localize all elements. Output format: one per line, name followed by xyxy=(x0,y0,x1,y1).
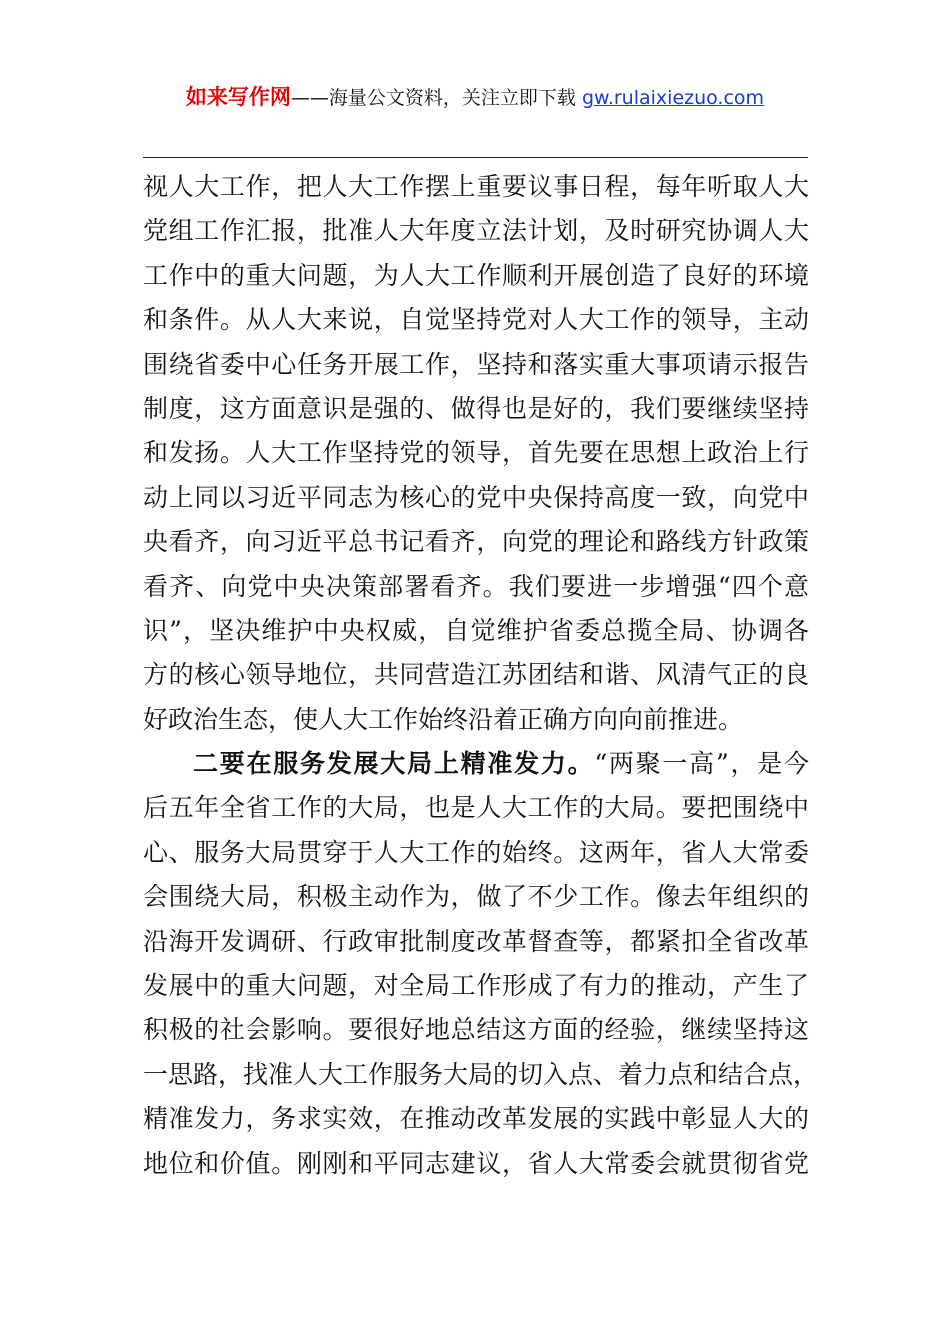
page-header xyxy=(0,82,950,113)
body-line: 央看齐，向习近平总书记看齐，向党的理论和路线方针政策 xyxy=(143,527,809,557)
body-line: 精准发力，务求实效，在推动改革发展的实践中彰显人大的 xyxy=(143,1104,809,1134)
body-line: 好政治生态，使人大工作始终沿着正确方向向前推进。 xyxy=(143,704,744,734)
body-line: 动上同以习近平同志为核心的党中央保持高度一致，向党中 xyxy=(143,482,809,512)
body-line: 工作中的重大问题，为人大工作顺利开展创造了良好的环境 xyxy=(143,260,809,290)
body-line: 地位和价值。刚刚和平同志建议，省人大常委会就贯彻省党 xyxy=(143,1148,809,1178)
body-line: 心、服务大局贯穿于人大工作的始终。这两年，省人大常委 xyxy=(143,837,809,867)
body-line: 会围绕大局，积极主动作为，做了不少工作。像去年组织的 xyxy=(143,882,809,912)
body-line: 看齐、向党中央决策部署看齐。我们要进一步增强“四个意 xyxy=(143,571,809,601)
brand-name: 如来写作网 xyxy=(185,85,291,109)
body-line: 方的核心领导地位，共同营造江苏团结和谐、风清气正的良 xyxy=(143,660,809,690)
body-line: 后五年全省工作的大局，也是人大工作的大局。要把围绕中 xyxy=(143,793,809,823)
body-line: 和条件。从人大来说，自觉坚持党对人大工作的领导，主动 xyxy=(143,305,809,335)
header-divider xyxy=(143,157,808,158)
body-line: 视人大工作，把人大工作摆上重要议事日程，每年听取人大 xyxy=(143,172,809,201)
header-tagline: ——海量公文资料，关注立即下载 xyxy=(290,87,582,109)
body-line: 围绕省委中心任务开展工作，坚持和落实重大事项请示报告 xyxy=(143,349,809,379)
body-line: 和发扬。人大工作坚持党的领导，首先要在思想上政治上行 xyxy=(143,438,809,468)
section-heading-rest: “两聚一高”，是今 xyxy=(594,749,809,779)
body-line: 积极的社会影响。要很好地总结这方面的经验，继续坚持这 xyxy=(143,1015,809,1045)
body-line: 一思路，找准人大工作服务大局的切入点、着力点和结合点， xyxy=(143,1059,819,1089)
section-heading-line xyxy=(143,742,809,786)
body-line: 党组工作汇报，批准人大年度立法计划，及时研究协调人大 xyxy=(143,216,809,246)
site-link[interactable]: gw.rulaixiezuo.com xyxy=(581,87,765,109)
section-heading: 二要在服务发展大局上精准发力。 xyxy=(193,749,595,779)
document-body xyxy=(143,165,819,1186)
body-line: 制度，这方面意识是强的、做得也是好的，我们要继续坚持 xyxy=(143,393,809,423)
body-line: 识”，坚决维护中央权威，自觉维护省委总揽全局、协调各 xyxy=(143,615,809,645)
body-line: 沿海开发调研、行政审批制度改革督查等，都紧扣全省改革 xyxy=(143,926,809,956)
body-line: 发展中的重大问题，对全局工作形成了有力的推动，产生了 xyxy=(143,971,809,1001)
